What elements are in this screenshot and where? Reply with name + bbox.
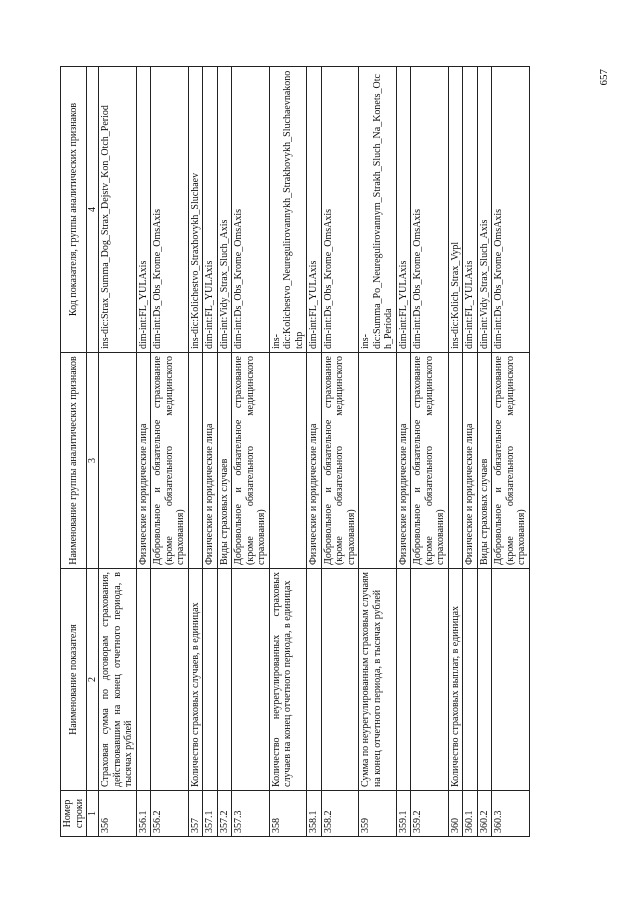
indicator-name-cell: Количество страховых случаев, в единицах [188,569,203,791]
group-name-cell: Добровольное и обязательное страхование (кроме обязательного медицинского страхования) [151,353,189,569]
indicator-name-cell [492,569,530,791]
code-cell: dim-int:Ds_Obs_Krome_OmsAxis [321,67,359,353]
code-cell: ins-dic:Kolich_Strax_Vypl [448,67,463,353]
group-name-cell: Физические и юридические лица [307,353,322,569]
code-cell: dim-int:Vidy_Strax_Sluch_Axis [217,67,232,353]
indicator-name-cell: Сумма по неурегулированным страховым случаям на конец отчетного периода, в тысячах рублей [359,569,397,791]
indicator-name-cell [411,569,449,791]
indicator-name-cell [217,569,232,791]
group-name-cell [188,353,203,569]
table-row [136,67,151,837]
code-cell: dim-int:FL_YULAxis [307,67,322,353]
table-row [477,67,492,837]
column-number: 2 [87,569,99,791]
group-name-cell: Добровольное и обязательное страхование (кроме обязательного медицинского страхования) [321,353,359,569]
row-number-cell: 359.1 [396,791,411,837]
table-row [188,67,203,837]
header-group-name: Наименование группы аналитических признаков [61,353,87,569]
table-row [359,67,397,837]
column-number: 4 [87,67,99,353]
group-name-cell: Добровольное и обязательное страхование (кроме обязательного медицинского страхования) [411,353,449,569]
group-name-cell: Физические и юридические лица [203,353,218,569]
group-name-cell: Физические и юридические лица [463,353,478,569]
column-number-row [87,67,99,837]
row-number-cell: 359.2 [411,791,449,837]
group-name-cell [269,353,307,569]
header-row-number: Номер строки [61,791,87,837]
indicator-name-cell [151,569,189,791]
indicator-name-cell: Количество неурегулированных страховых случаев на конец отчетного периода, в единицах [269,569,307,791]
row-number-cell: 358.1 [307,791,322,837]
group-name-cell [99,353,137,569]
indicator-name-cell [307,569,322,791]
table-row [99,67,137,837]
code-cell: ins-dic:Strax_Summa_Dog_Strax_Dejstv_Kon_Otch_Period [99,67,137,353]
table-row [321,67,359,837]
header-row [61,67,87,837]
group-name-cell: Виды страховых случаев [217,353,232,569]
rotated-page [60,67,610,837]
table-row [448,67,463,837]
row-number-cell: 357.2 [217,791,232,837]
header-code: Код показателя, группы аналитических признаков [61,67,87,353]
code-cell: ins-dic:Kolichestvo_Neuregulirovannykh_Strakhovykh_Sluchaevnakonotchp [269,67,307,353]
row-number-cell: 358.2 [321,791,359,837]
column-number: 1 [87,791,99,837]
table-row [396,67,411,837]
code-cell: dim-int:FL_YULAxis [463,67,478,353]
table-row [411,67,449,837]
indicator-name-cell [321,569,359,791]
table-row [203,67,218,837]
row-number-cell: 357.1 [203,791,218,837]
table-row [217,67,232,837]
row-number-cell: 357.3 [232,791,270,837]
table-row [463,67,478,837]
code-cell: dim-int:FL_YULAxis [396,67,411,353]
row-number-cell: 358 [269,791,307,837]
row-number-cell: 360 [448,791,463,837]
indicator-name-cell [136,569,151,791]
group-name-cell: Добровольное и обязательное страхование (кроме обязательного медицинского страхования) [232,353,270,569]
code-cell: dim-int:FL_YULAxis [203,67,218,353]
group-name-cell: Физические и юридические лица [136,353,151,569]
code-cell: ins-dic:Kolichestvo_Straxhovykh_Sluchaev [188,67,203,353]
indicators-table [60,66,530,837]
code-cell: dim-int:Ds_Obs_Krome_OmsAxis [492,67,530,353]
page-number: 657 [598,69,610,86]
code-cell: dim-int:Ds_Obs_Krome_OmsAxis [411,67,449,353]
indicator-name-cell [232,569,270,791]
indicator-name-cell [203,569,218,791]
row-number-cell: 360.1 [463,791,478,837]
row-number-cell: 357 [188,791,203,837]
code-cell: dim-int:Ds_Obs_Krome_OmsAxis [232,67,270,353]
table-body [99,67,530,837]
header-indicator-name: Наименование показателя [61,569,87,791]
indicator-name-cell [477,569,492,791]
column-number: 3 [87,353,99,569]
indicator-name-cell: Количество страховых выплат, в единицах [448,569,463,791]
table-row [307,67,322,837]
table-row [269,67,307,837]
row-number-cell: 360.2 [477,791,492,837]
group-name-cell: Добровольное и обязательное страхование (кроме обязательного медицинского страхования) [492,353,530,569]
indicator-name-cell [396,569,411,791]
row-number-cell: 356 [99,791,137,837]
row-number-cell: 356.2 [151,791,189,837]
row-number-cell: 356.1 [136,791,151,837]
table-row [232,67,270,837]
indicator-name-cell [463,569,478,791]
group-name-cell: Физические и юридические лица [396,353,411,569]
indicator-name-cell: Страховая сумма по договорам страхования, действовавшим на конец отчетного периода, в тысячах рублей [99,569,137,791]
code-cell: ins-dic:Summa_Po_Neuregulirovannym_Strakh_Sluch_Na_Konets_Otch_Perioda [359,67,397,353]
code-cell: dim-int:FL_YULAxis [136,67,151,353]
group-name-cell: Виды страховых случаев [477,353,492,569]
group-name-cell [448,353,463,569]
row-number-cell: 360.3 [492,791,530,837]
table-row [492,67,530,837]
code-cell: dim-int:Vidy_Strax_Sluch_Axis [477,67,492,353]
group-name-cell [359,353,397,569]
row-number-cell: 359 [359,791,397,837]
code-cell: dim-int:Ds_Obs_Krome_OmsAxis [151,67,189,353]
table-row [151,67,189,837]
